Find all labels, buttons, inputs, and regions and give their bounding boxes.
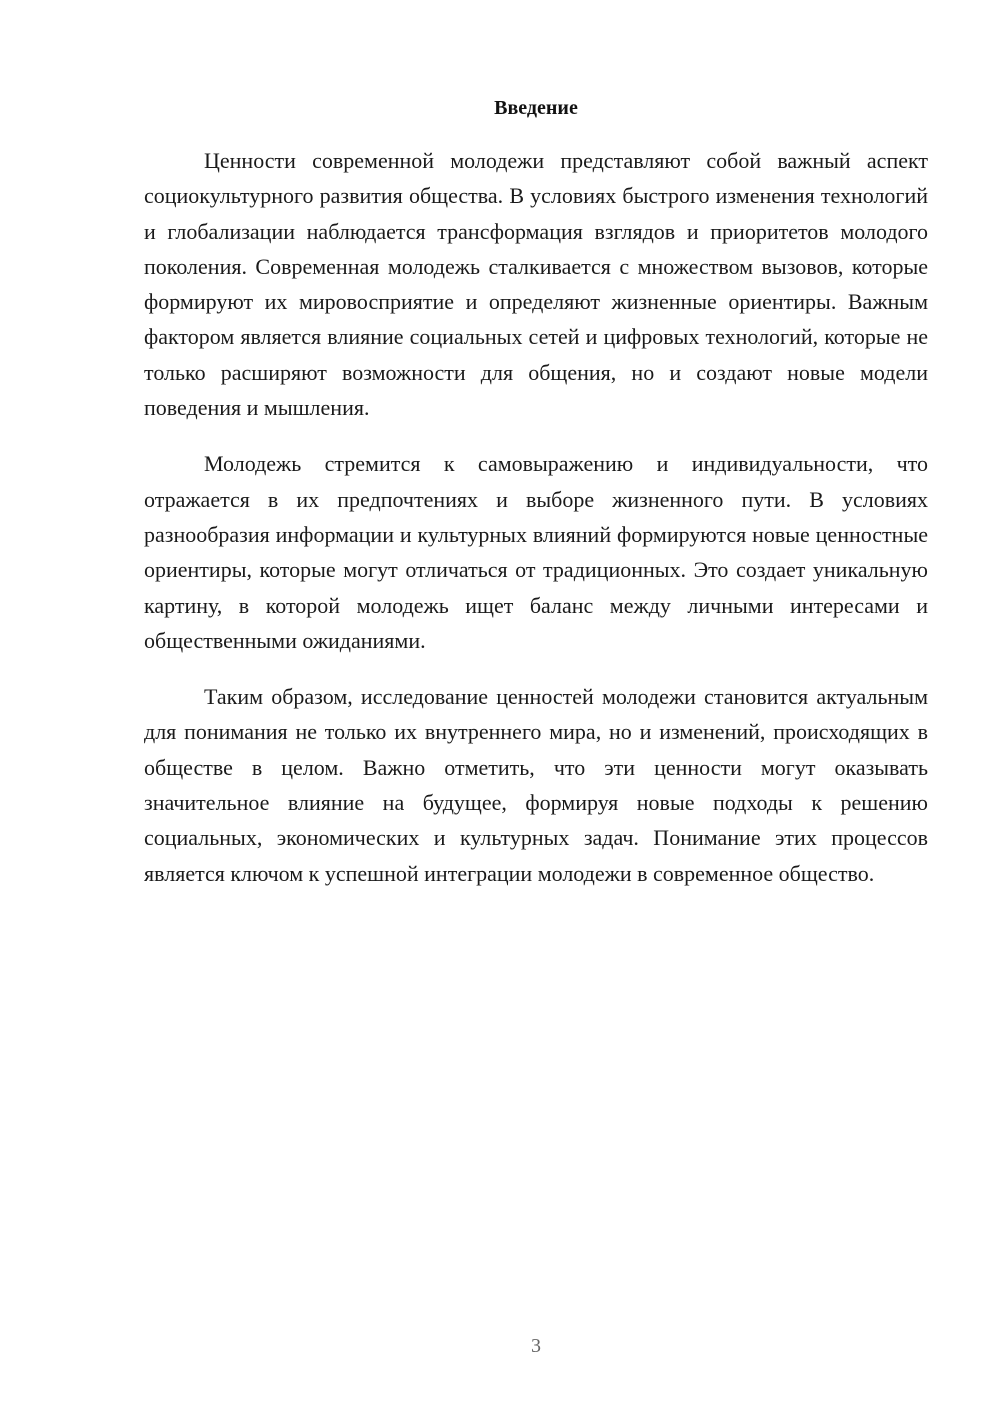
paragraph-1: Ценности современной молодежи представляют собой важный аспект социокультурного развития общества. В условиях быстрого изменения технологий и глобализации наблюдается трансформация взглядов и приоритетов молодого поколения. Современная молодежь сталкивается с множеством вызовов, которые формируют их мировосприятие и определяют жизненные ориентиры. Важным фактором является влияние социальных сетей и цифровых технологий, которые не только расширяют возможности для общения, но и создают новые модели поведения и мышления. bbox=[144, 148, 928, 421]
document-body bbox=[144, 143, 928, 912]
paragraph-3: Таким образом, исследование ценностей молодежи становится актуальным для понимания не только их внутреннего мира, но и изменений, происходящих в обществе в целом. Важно отметить, что эти ценности могут оказывать значительное влияние на будущее, формируя новые подходы к решению социальных, экономических и культурных задач. Понимание этих процессов является ключом к успешной интеграции молодежи в современное общество. bbox=[144, 684, 928, 886]
paragraph-2: Молодежь стремится к самовыражению и индивидуальности, что отражается в их предпочтениях и выборе жизненного пути. В условиях разнообразия информации и культурных влияний формируются новые ценностные ориентиры, которые могут отличаться от традиционных. Это создает уникальную картину, в которой молодежь ищет баланс между личными интересами и общественными ожиданиями. bbox=[144, 451, 928, 653]
section-heading: Введение bbox=[494, 97, 578, 119]
page-number: 3 bbox=[531, 1335, 541, 1357]
